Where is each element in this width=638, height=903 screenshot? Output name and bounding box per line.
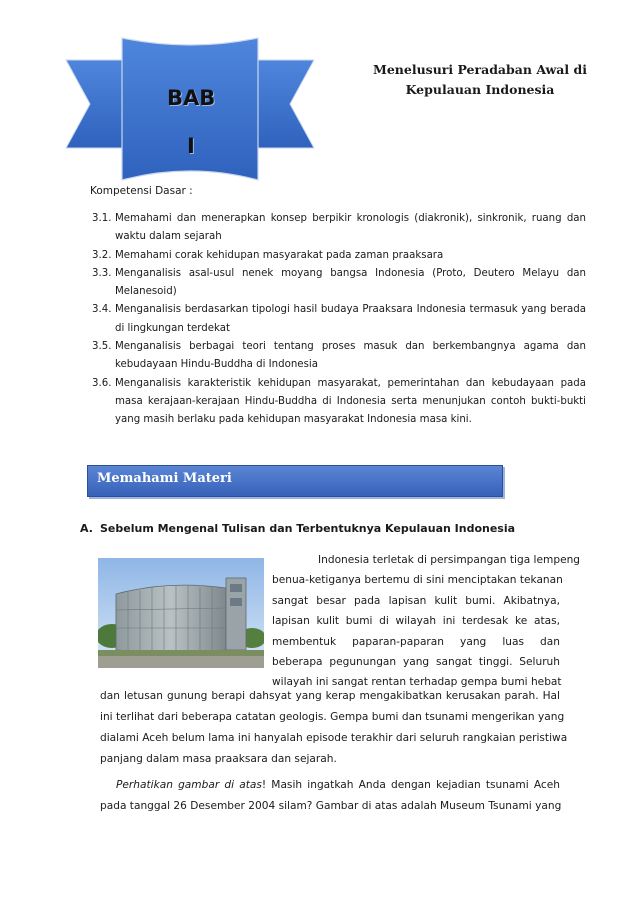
paragraph-line: dialami Aceh belum lama ini hanyalah episode terakhir dari seluruh rangkaian peristiwa [100, 732, 568, 744]
paragraph-line: benua-ketiganya bertemu di sini menciptakan tekanan [272, 574, 563, 587]
paragraph-line: sangat besar pada lapisan kulit bumi. Akibatnya, [272, 594, 560, 607]
competency-number: 3.1. [92, 213, 112, 224]
paragraph-2 [100, 775, 560, 817]
competency-item [92, 301, 586, 338]
banner-label-number: I [187, 134, 195, 158]
paragraph-line: pada tanggal 26 Desember 2004 silam? Gambar di atas adalah Museum Tsunami yang [100, 800, 562, 812]
paragraph-1-wrapped [272, 550, 581, 693]
competency-heading: Kompetensi Dasar : [90, 185, 193, 197]
paragraph-line: panjang dalam masa praaksara dan sejarah. [100, 753, 337, 765]
competency-number: 3.3. [92, 267, 112, 279]
competency-number: 3.6. [92, 377, 112, 389]
italic-lead: Perhatikan gambar di atas [116, 779, 262, 791]
competency-number: 3.5. [92, 341, 112, 353]
competency-item [92, 247, 586, 265]
competency-text: Menganalisis berdasarkan tipologi hasil budaya Praaksara Indonesia termasuk yang berada di lingkungan terdekat [115, 304, 586, 334]
competency-number: 3.2. [92, 249, 112, 261]
competency-list [92, 210, 586, 430]
paragraph-line: Indonesia terletak di persimpangan tiga lempeng [318, 554, 581, 566]
museum-photo [98, 558, 264, 668]
banner-label-bab: BAB [167, 86, 216, 110]
competency-item [92, 210, 586, 247]
chapter-banner [62, 30, 318, 185]
competency-item [92, 375, 586, 430]
subsection-letter: A. [80, 522, 93, 535]
section-band-label: Memahami Materi [97, 471, 232, 486]
paragraph-line: dan letusan gunung berapi dahsyat yang kerap mengakibatkan kerusakan parah. Hal [100, 690, 560, 702]
paragraph-line: ini terlihat dari beberapa catatan geologis. Gempa bumi dan tsunami mengerikan yang [100, 711, 565, 723]
chapter-title [352, 60, 608, 100]
paragraph-1-full [100, 686, 568, 770]
subsection-heading [80, 522, 515, 535]
competency-item [92, 265, 586, 302]
paragraph-line: lapisan kulit bumi di wilayah ini terdesak ke atas, [272, 615, 560, 628]
competency-text: Menganalisis asal-usul nenek moyang bangsa Indonesia (Proto, Deutero Melayu dan Melanesoid) [115, 267, 586, 298]
competency-text: Memahami dan menerapkan konsep berpikir kronologis (diakronik), sinkronik, ruang dan waktu dalam sejarah [115, 213, 586, 243]
competency-text: Memahami corak kehidupan masyarakat pada zaman praaksara [115, 249, 444, 261]
paragraph-line: membentuk paparan-paparan yang luas dan [272, 635, 560, 648]
section-band [87, 465, 503, 497]
paragraph-line: beberapa pegunungan yang sangat tinggi. Seluruh [272, 656, 560, 669]
museum-building-illustration [98, 558, 264, 668]
chapter-title-line-1: Menelusuri Peradaban Awal di [373, 62, 587, 77]
paragraph-line: wilayah ini sangat rentan terhadap gempa bumi hebat [272, 676, 562, 689]
chapter-title-line-2: Kepulauan Indonesia [405, 82, 555, 97]
paragraph-line [100, 775, 560, 796]
competency-text: Menganalisis karakteristik kehidupan masyarakat, pemerintahan dan kebudayaan pada masa kerajaan-kerajaan Hindu-Buddha di Indonesia serta menunjukan contoh bukti-bukti yang masih berlaku pada kehidupan masyarakat Indonesia masa kini. [115, 377, 586, 426]
competency-text: Menganalisis berbagai teori tentang proses masuk dan berkembangnya agama dan kebudayaan Hindu-Buddha di Indonesia [115, 341, 586, 371]
subsection-title: Sebelum Mengenal Tulisan dan Terbentuknya Kepulauan Indonesia [100, 522, 516, 535]
competency-number: 3.4. [92, 304, 112, 316]
line-rest: ! Masih ingatkah Anda dengan kejadian tsunami Aceh [261, 779, 560, 791]
competency-item [92, 338, 586, 375]
